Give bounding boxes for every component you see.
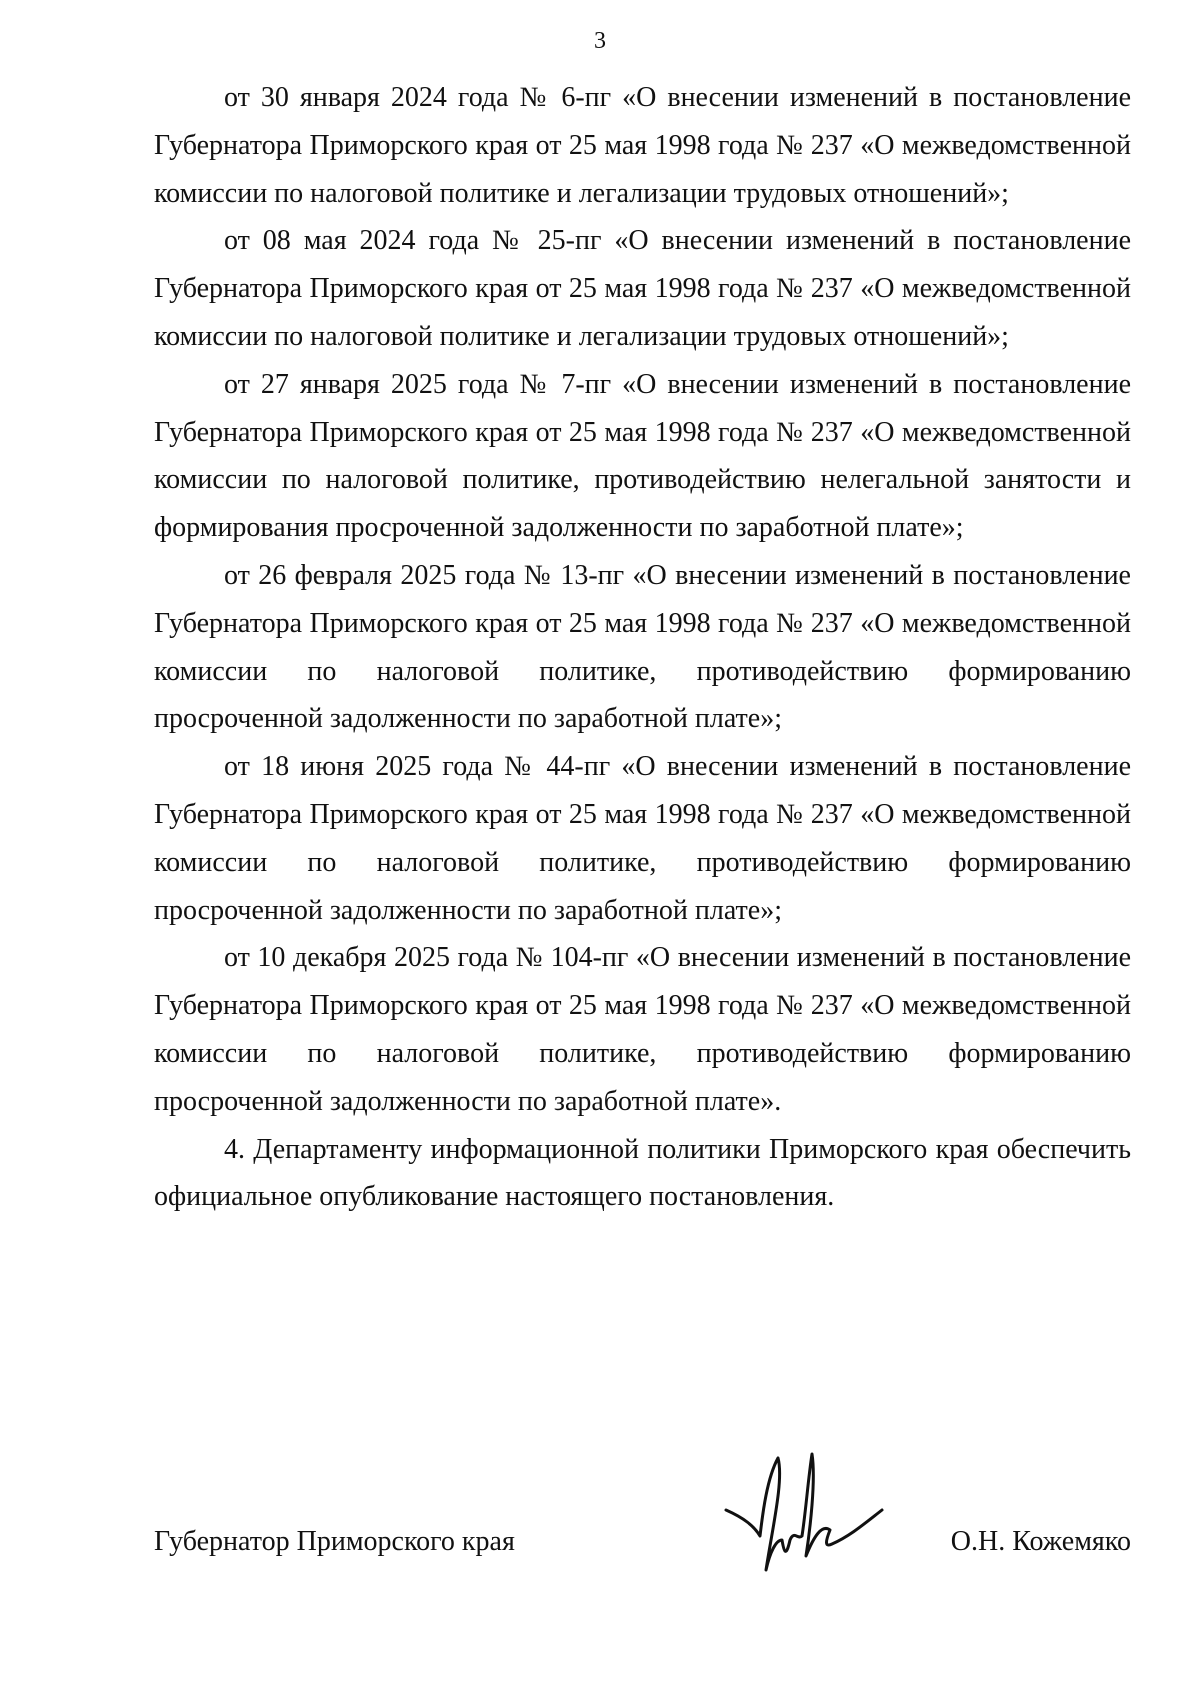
signatory-position: Губернатор Приморского края <box>154 1526 515 1557</box>
amendment-item: от 27 января 2025 года № 7-пг «О внесении изменений в постановление Губернатора Приморского края от 25 мая 1998 года № 237 «О межведомственной комиссии по налоговой политике, противодействию нелегальной занятости и формирования просроченной задолженности по заработной плате»; <box>154 368 1131 544</box>
amendment-item: от 18 июня 2025 года № 44-пг «О внесении изменений в постановление Губернатора Приморского края от 25 мая 1998 года № 237 «О межведомственной комиссии по налоговой политике, противодействию формированию просроченной задолженности по заработной плате»; <box>154 751 1131 926</box>
amendment-item: от 30 января 2024 года № 6-пг «О внесении изменений в постановление Губернатора Приморского края от 25 мая 1998 года № 237 «О межведомственной комиссии по налоговой политике и легализации трудовых отношений»; <box>154 82 1131 209</box>
page-number: 3 <box>594 28 606 54</box>
signatory-name: О.Н. Кожемяко <box>950 1526 1131 1557</box>
handwritten-signature-icon <box>714 1440 894 1580</box>
amendment-item: от 26 февраля 2025 года № 13-пг «О внесении изменений в постановление Губернатора Приморского края от 25 мая 1998 года № 237 «О межведомственной комиссии по налоговой политике, противодействию формированию просроченной задолженности по заработной плате»; <box>154 559 1131 735</box>
amendment-item: от 10 декабря 2025 года № 104-пг «О внесении изменений в постановление Губернатора Приморского края от 25 мая 1998 года № 237 «О межведомственной комиссии по налоговой политике, противодействию формированию просроченной задолженности по заработной плате». <box>154 942 1131 1117</box>
signature-block <box>154 1510 1131 1570</box>
document-body <box>154 74 1131 1221</box>
amendment-item: от 08 мая 2024 года № 25-пг «О внесении изменений в постановление Губернатора Приморского края от 25 мая 1998 года № 237 «О межведомственной комиссии по налоговой политике и легализации трудовых отношений»; <box>154 225 1131 352</box>
clause-4: 4. Департаменту информационной политики Приморского края обеспечить официальное опубликование настоящего постановления. <box>154 1133 1131 1213</box>
